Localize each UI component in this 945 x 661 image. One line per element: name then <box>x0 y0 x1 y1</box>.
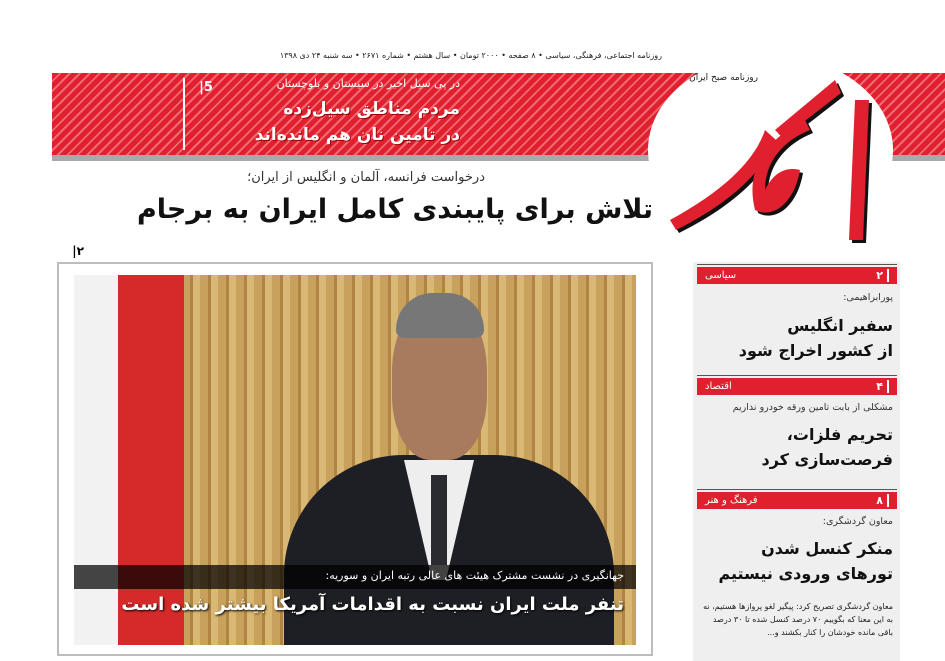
story-kicker: معاون گردشگری: <box>822 516 893 527</box>
story-kicker: مشکلی از بابت تامین ورقه خودرو نداریم <box>732 402 893 413</box>
lead-headline[interactable]: تلاش برای پایبندی کامل ایران به برجام <box>136 194 653 225</box>
masthead-subtitle: روزنامه صبح ایران <box>689 73 758 83</box>
section-divider <box>697 375 897 376</box>
story-headline[interactable] <box>700 422 893 472</box>
photo-caption-headline[interactable]: تنفر ملت ایران نسبت به اقدامات آمریکا بیشتر شده است <box>121 594 624 615</box>
person-hair <box>396 293 484 338</box>
section-page-number: ۴ <box>876 380 889 393</box>
lead-kicker: درخواست فرانسه، آلمان و انگلیس از ایران؛ <box>247 170 485 185</box>
section-divider <box>697 489 897 490</box>
lead-page-number: ۲| <box>72 244 84 258</box>
banner-separator <box>183 78 185 150</box>
section-label: فرهنگ و هنر <box>705 495 758 506</box>
story-kicker: پورابراهیمی: <box>843 292 893 303</box>
section-page-number: ۸ <box>876 494 889 507</box>
story-headline-line: تحریم فلزات، <box>786 425 893 444</box>
section-label: اقتصاد <box>705 381 732 392</box>
section-bar-economy[interactable] <box>697 378 897 395</box>
story-headline-line: از کشور اخراج شود <box>738 341 893 360</box>
story-headline[interactable] <box>700 536 893 586</box>
story-headline-line: تورهای ورودی نیستیم <box>718 564 893 583</box>
section-bar-culture[interactable] <box>697 492 897 509</box>
lead-photo[interactable] <box>74 275 636 645</box>
section-bar-politics[interactable] <box>697 267 897 284</box>
iran-flag-image <box>74 275 184 645</box>
banner-headline-line: مردم مناطق سیل‌زده <box>283 99 460 119</box>
story-headline[interactable] <box>700 313 893 363</box>
banner-headline-line: در تامین نان هم مانده‌اند <box>254 125 460 145</box>
person-tie <box>431 475 447 565</box>
section-divider <box>697 264 897 265</box>
banner-headline[interactable] <box>188 96 460 148</box>
photo-caption-kicker: جهانگیری در نشست مشترک هیئت های عالی رتبه ایران و سوریه: <box>325 569 624 582</box>
newspaper-logo <box>655 60 885 245</box>
story-headline-line: فرصت‌سازی کرد <box>761 450 893 469</box>
section-page-number: ۲ <box>876 269 889 282</box>
banner-kicker: در پی سیل اخیر در سیستان و بلوچستان <box>276 77 460 90</box>
story-body: معاون گردشگری تصریح کرد: پیگیر لغو پروازها هستیم، نه به این معنا که بگوییم ۷۰ درصد کنسل شده تا ۳۰ درصد باقی مانده خودشان را کنار بکشند و... <box>703 602 893 637</box>
story-headline-line: سفیر انگلیس <box>787 316 893 335</box>
banner-page-number: 5| <box>199 80 213 95</box>
section-label: سیاسی <box>705 270 737 281</box>
story-headline-line: منکر کنسل شدن <box>761 539 893 558</box>
masthead-info-line: روزنامه اجتماعی، فرهنگی، سیاسی • ۸ صفحه • ۲۰۰۰ تومان • سال هشتم • شماره ۲۶۷۱ • سه شنبه ۲۴ دی ۱۳۹۸ <box>279 51 662 60</box>
